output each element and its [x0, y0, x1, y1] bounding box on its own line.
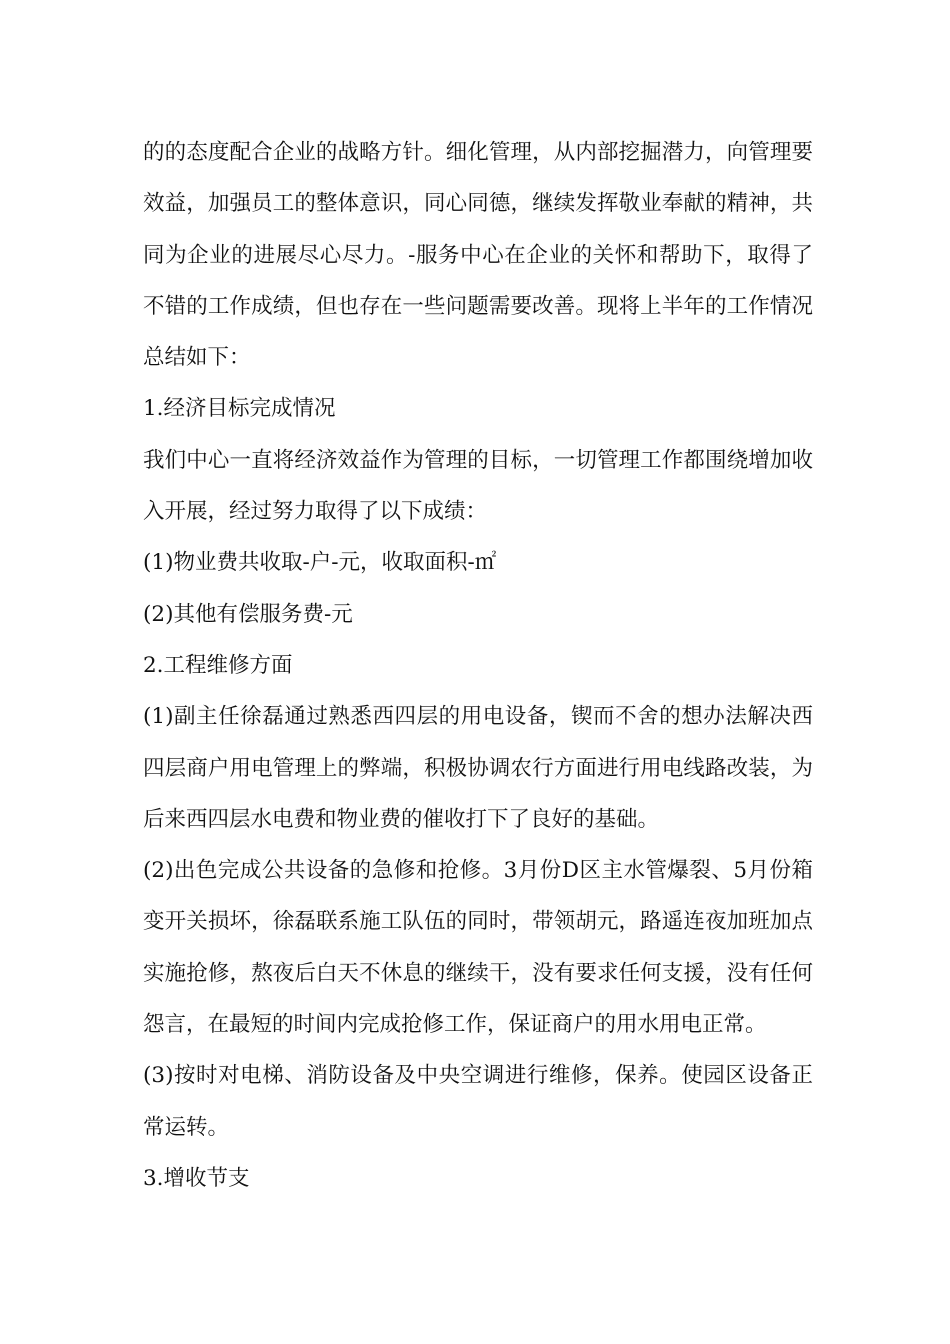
intro-paragraph: 的的态度配合企业的战略方针。细化管理，从内部挖掘潜力，向管理要效益，加强员工的整体意识，同心同德，继续发挥敬业奉献的精神，共同为企业的进展尽心尽力。-服务中心在企业的关怀和帮助下，取得了不错的工作成绩，但也存在一些问题需要改善。现将上半年的工作情况总结如下： [143, 140, 813, 371]
economic-summary-paragraph: 我们中心一直将经济效益作为管理的目标，一切管理工作都围绕增加收入开展，经过努力取得了以下成绩： [143, 447, 813, 525]
list-item-emergency-repairs: (2)出色完成公共设备的急修和抢修。3月份D区主水管爆裂、5月份箱变开关损坏，徐磊联系施工队伍的同时，带领胡元，路遥连夜加班加点实施抢修，熬夜后白天不休息的继续干，没有要求任何支援，没有任何怨言，在最短的时间内完成抢修工作，保证商户的用水用电正常。 [143, 858, 813, 1038]
document-body [143, 127, 813, 1204]
list-item-electrical-management: (1)副主任徐磊通过熟悉西四层的用电设备，锲而不舍的想办法解决西四层商户用电管理上的弊端，积极协调农行方面进行用电线路改装，为后来西四层水电费和物业费的催收打下了良好的基础。 [143, 704, 813, 832]
section-heading-economic-targets: 1.经济目标完成情况 [143, 396, 336, 422]
list-item-paid-services: (2)其他有偿服务费-元 [143, 601, 353, 627]
list-item-property-fee: (1)物业费共收取-户-元，收取面积-㎡ [143, 550, 497, 576]
section-heading-maintenance: 2.工程维修方面 [143, 652, 293, 678]
list-item-equipment-maintenance: (3)按时对电梯、消防设备及中央空调进行维修，保养。使园区设备正常运转。 [143, 1063, 813, 1140]
section-heading-cost-saving: 3.增收节支 [143, 1165, 250, 1191]
